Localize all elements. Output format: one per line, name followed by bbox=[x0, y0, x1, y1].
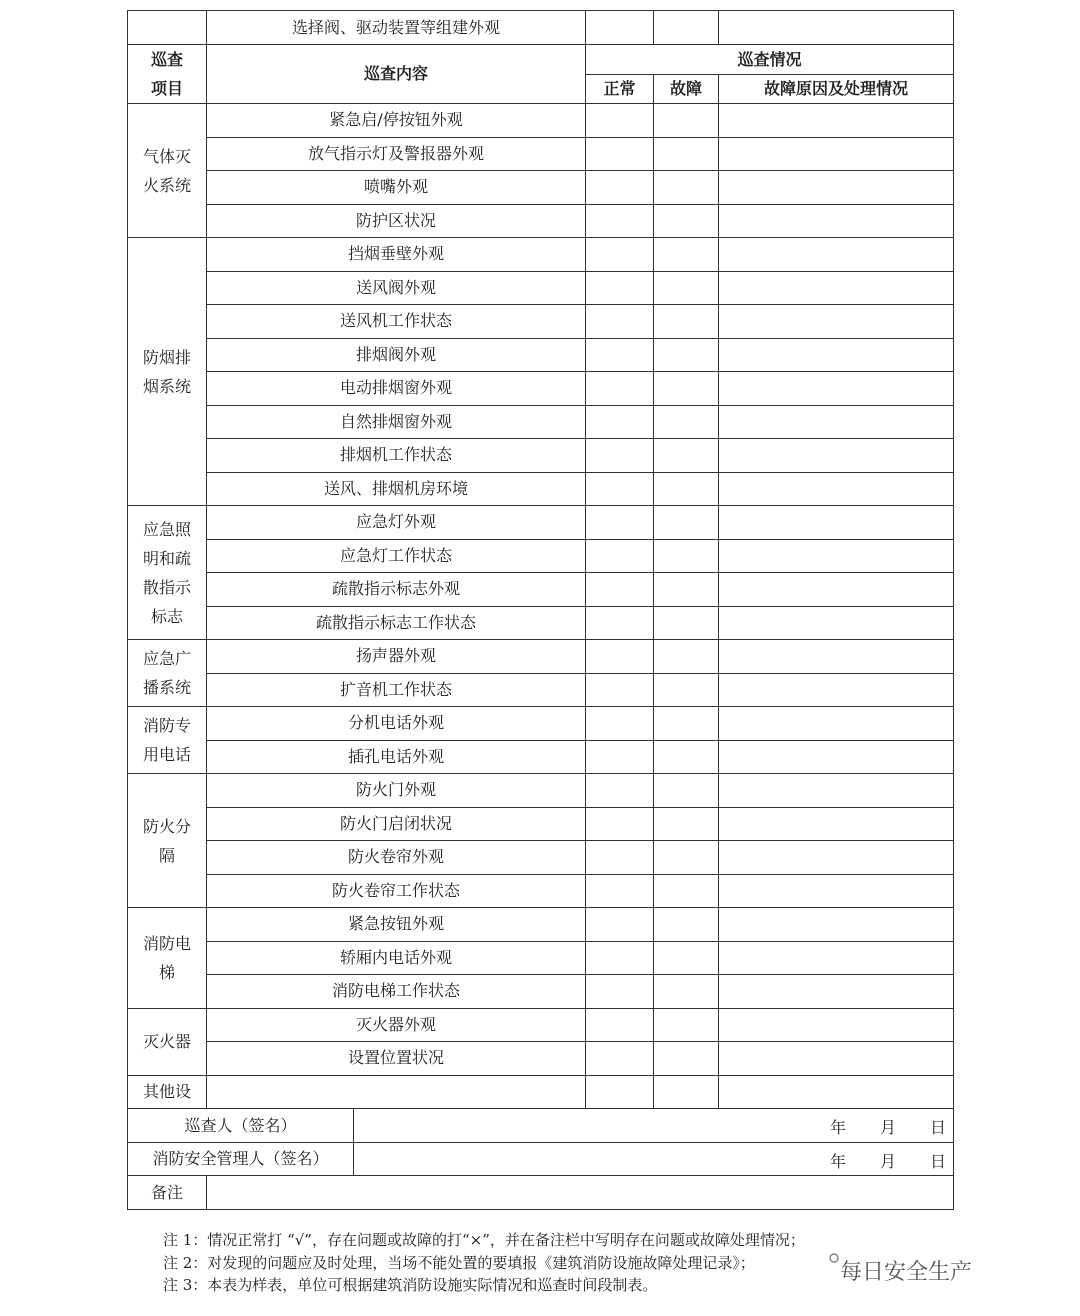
reason-cell[interactable] bbox=[719, 338, 954, 372]
inspection-content: 紧急启/停按钮外观 bbox=[207, 104, 586, 138]
fault-cell[interactable] bbox=[654, 305, 719, 339]
category-line: 气体灭 bbox=[142, 146, 191, 166]
normal-cell[interactable] bbox=[586, 740, 654, 774]
table-row bbox=[128, 740, 954, 774]
inspection-content: 送风阀外观 bbox=[207, 271, 586, 305]
fault-cell[interactable] bbox=[654, 807, 719, 841]
inspection-content: 防火卷帘外观 bbox=[207, 841, 586, 875]
normal-cell[interactable] bbox=[586, 841, 654, 875]
normal-cell[interactable] bbox=[586, 707, 654, 741]
table-row bbox=[128, 573, 954, 607]
normal-cell[interactable] bbox=[586, 573, 654, 607]
fault-cell[interactable] bbox=[654, 774, 719, 808]
inspection-content: 防火卷帘工作状态 bbox=[207, 874, 586, 908]
normal-cell[interactable] bbox=[586, 640, 654, 674]
inspection-content: 电动排烟窗外观 bbox=[207, 372, 586, 406]
table-row bbox=[128, 238, 954, 272]
inspection-content: 灭火器外观 bbox=[207, 1008, 586, 1042]
category-cell bbox=[128, 1075, 207, 1109]
category-line: 应急照 bbox=[142, 519, 191, 539]
reason-cell[interactable] bbox=[719, 975, 954, 1009]
category-cell bbox=[128, 506, 207, 640]
fault-cell[interactable] bbox=[654, 941, 719, 975]
normal-cell[interactable] bbox=[586, 606, 654, 640]
normal-cell[interactable] bbox=[586, 137, 654, 171]
normal-cell[interactable] bbox=[586, 539, 654, 573]
fault-cell[interactable] bbox=[654, 11, 719, 45]
inspection-content: 防护区状况 bbox=[207, 204, 586, 238]
reason-cell[interactable] bbox=[719, 305, 954, 339]
fault-cell[interactable] bbox=[654, 539, 719, 573]
reason-cell[interactable] bbox=[719, 841, 954, 875]
normal-cell[interactable] bbox=[586, 439, 654, 473]
inspection-content: 应急灯外观 bbox=[207, 506, 586, 540]
table-row bbox=[128, 975, 954, 1009]
note-1: 注 1：情况正常打 “√”，存在问题或故障的打“×”，并在备注栏中写明存在问题或故障处理情况； bbox=[163, 1231, 805, 1249]
reason-cell[interactable] bbox=[719, 774, 954, 808]
table-row bbox=[128, 774, 954, 808]
inspection-content: 插孔电话外观 bbox=[207, 740, 586, 774]
inspection-content: 排烟机工作状态 bbox=[207, 439, 586, 473]
inspection-content: 消防电梯工作状态 bbox=[207, 975, 586, 1009]
reason-cell[interactable] bbox=[719, 204, 954, 238]
table-row bbox=[128, 1042, 954, 1076]
inspection-content: 应急灯工作状态 bbox=[207, 539, 586, 573]
table-row bbox=[128, 1008, 954, 1042]
notes bbox=[163, 1229, 805, 1297]
fault-cell[interactable] bbox=[654, 874, 719, 908]
inspection-content: 紧急按钮外观 bbox=[207, 908, 586, 942]
table-row bbox=[128, 640, 954, 674]
category-cell bbox=[128, 774, 207, 908]
day-label: 日 bbox=[930, 1152, 947, 1171]
fault-cell[interactable] bbox=[654, 908, 719, 942]
reason-cell[interactable] bbox=[719, 171, 954, 205]
fault-cell[interactable] bbox=[654, 975, 719, 1009]
reason-cell[interactable] bbox=[719, 673, 954, 707]
table-row bbox=[128, 271, 954, 305]
reason-cell[interactable] bbox=[719, 640, 954, 674]
inspection-content: 设置位置状况 bbox=[207, 1042, 586, 1076]
reason-cell[interactable] bbox=[719, 740, 954, 774]
category-cell bbox=[128, 640, 207, 707]
month-label: 月 bbox=[880, 1118, 897, 1137]
reason-cell[interactable] bbox=[719, 1042, 954, 1076]
normal-cell[interactable] bbox=[586, 673, 654, 707]
category-line: 用电话 bbox=[142, 745, 191, 764]
normal-cell[interactable] bbox=[586, 941, 654, 975]
category-line: 火系统 bbox=[142, 175, 191, 195]
manager-signature-field[interactable] bbox=[354, 1143, 954, 1176]
table-row bbox=[128, 137, 954, 171]
inspection-content bbox=[207, 1075, 586, 1109]
top-row-category bbox=[128, 11, 207, 45]
reason-cell[interactable] bbox=[719, 405, 954, 439]
fault-cell[interactable] bbox=[654, 707, 719, 741]
reason-cell[interactable] bbox=[719, 506, 954, 540]
fault-cell[interactable] bbox=[654, 238, 719, 272]
reason-cell[interactable] bbox=[719, 372, 954, 406]
category-cell bbox=[128, 238, 207, 506]
manager-label: 消防安全管理人（签名） bbox=[128, 1143, 354, 1176]
table-row bbox=[128, 841, 954, 875]
reason-cell[interactable] bbox=[719, 238, 954, 272]
normal-cell[interactable] bbox=[586, 1075, 654, 1109]
normal-cell[interactable] bbox=[586, 238, 654, 272]
fault-cell[interactable] bbox=[654, 439, 719, 473]
fault-cell[interactable] bbox=[654, 640, 719, 674]
fault-cell[interactable] bbox=[654, 204, 719, 238]
category-line: 散指示 bbox=[142, 577, 191, 597]
table-row bbox=[128, 439, 954, 473]
note-3: 注 3：本表为样表，单位可根据建筑消防设施实际情况和巡查时间段制表。 bbox=[163, 1276, 658, 1294]
remarks-row bbox=[128, 1176, 954, 1210]
inspector-signature-field[interactable] bbox=[354, 1109, 954, 1143]
category-line: 其他设 bbox=[142, 1082, 191, 1102]
table-row bbox=[128, 338, 954, 372]
inspection-content: 放气指示灯及警报器外观 bbox=[207, 137, 586, 171]
fault-cell[interactable] bbox=[654, 1042, 719, 1076]
reason-cell[interactable] bbox=[719, 573, 954, 607]
manager-row bbox=[128, 1143, 954, 1176]
normal-cell[interactable] bbox=[586, 1008, 654, 1042]
category-cell bbox=[128, 1008, 207, 1075]
fault-cell[interactable] bbox=[654, 673, 719, 707]
header-reason: 故障原因及处理情况 bbox=[719, 75, 954, 104]
table-row bbox=[128, 506, 954, 540]
table-row bbox=[128, 707, 954, 741]
day-label: 日 bbox=[930, 1118, 947, 1137]
reason-cell[interactable] bbox=[719, 104, 954, 138]
normal-cell[interactable] bbox=[586, 11, 654, 45]
normal-cell[interactable] bbox=[586, 372, 654, 406]
month-label: 月 bbox=[880, 1152, 897, 1171]
header-row-1 bbox=[128, 45, 954, 75]
fault-cell[interactable] bbox=[654, 372, 719, 406]
inspection-content: 挡烟垂壁外观 bbox=[207, 238, 586, 272]
category-line: 梯 bbox=[158, 962, 175, 982]
reason-cell[interactable] bbox=[719, 1075, 954, 1109]
header-content: 巡查内容 bbox=[207, 45, 586, 104]
inspection-content: 自然排烟窗外观 bbox=[207, 405, 586, 439]
normal-cell[interactable] bbox=[586, 1042, 654, 1076]
category-cell bbox=[128, 908, 207, 1009]
header-item bbox=[128, 45, 207, 104]
watermark: 每日安全生产 bbox=[840, 1260, 973, 1285]
normal-cell[interactable] bbox=[586, 472, 654, 506]
category-line: 灭火器 bbox=[142, 1032, 191, 1051]
table-row bbox=[128, 807, 954, 841]
normal-cell[interactable] bbox=[586, 405, 654, 439]
table-row bbox=[128, 941, 954, 975]
normal-cell[interactable] bbox=[586, 171, 654, 205]
fault-cell[interactable] bbox=[654, 171, 719, 205]
note-2: 注 2：对发现的问题应及时处理，当场不能处置的要填报《建筑消防设施故障处理记录》； bbox=[163, 1253, 755, 1272]
top-row bbox=[128, 11, 954, 45]
fault-cell[interactable] bbox=[654, 841, 719, 875]
inspection-content: 疏散指示标志外观 bbox=[207, 573, 586, 607]
inspection-content: 送风机工作状态 bbox=[207, 305, 586, 339]
fault-cell[interactable] bbox=[654, 137, 719, 171]
normal-cell[interactable] bbox=[586, 908, 654, 942]
category-line: 播系统 bbox=[142, 678, 191, 697]
fault-cell[interactable] bbox=[654, 271, 719, 305]
table-row bbox=[128, 204, 954, 238]
fault-cell[interactable] bbox=[654, 740, 719, 774]
fault-cell[interactable] bbox=[654, 405, 719, 439]
category-cell bbox=[128, 104, 207, 238]
category-line: 烟系统 bbox=[142, 376, 191, 396]
table-row bbox=[128, 305, 954, 339]
fault-cell[interactable] bbox=[654, 573, 719, 607]
reason-cell[interactable] bbox=[719, 11, 954, 45]
category-line: 标志 bbox=[150, 606, 183, 626]
category-line: 消防电 bbox=[142, 933, 191, 953]
reason-cell[interactable] bbox=[719, 908, 954, 942]
table-row bbox=[128, 405, 954, 439]
fault-cell[interactable] bbox=[654, 606, 719, 640]
reason-cell[interactable] bbox=[719, 1008, 954, 1042]
wechat-logo-icon bbox=[828, 1252, 840, 1264]
inspector-label: 巡查人（签名） bbox=[128, 1109, 354, 1143]
reason-cell[interactable] bbox=[719, 137, 954, 171]
category-line: 防烟排 bbox=[142, 347, 191, 367]
normal-cell[interactable] bbox=[586, 204, 654, 238]
table-row bbox=[128, 874, 954, 908]
inspection-content: 防火门外观 bbox=[207, 774, 586, 808]
inspection-content: 喷嘴外观 bbox=[207, 171, 586, 205]
normal-cell[interactable] bbox=[586, 104, 654, 138]
inspection-content: 防火门启闭状况 bbox=[207, 807, 586, 841]
header-fault: 故障 bbox=[654, 75, 719, 104]
table-row bbox=[128, 539, 954, 573]
header-status-group: 巡查情况 bbox=[586, 45, 954, 75]
normal-cell[interactable] bbox=[586, 506, 654, 540]
remarks-field[interactable] bbox=[207, 1176, 954, 1210]
fault-cell[interactable] bbox=[654, 338, 719, 372]
normal-cell[interactable] bbox=[586, 807, 654, 841]
category-line: 应急广 bbox=[142, 649, 191, 668]
normal-cell[interactable] bbox=[586, 271, 654, 305]
year-label: 年 bbox=[830, 1118, 847, 1137]
table-row bbox=[128, 606, 954, 640]
reason-cell[interactable] bbox=[719, 439, 954, 473]
category-line: 隔 bbox=[158, 845, 175, 865]
inspector-row bbox=[128, 1109, 954, 1143]
inspection-content: 扬声器外观 bbox=[207, 640, 586, 674]
category-line: 明和疏 bbox=[142, 548, 191, 568]
normal-cell[interactable] bbox=[586, 338, 654, 372]
table-row bbox=[128, 673, 954, 707]
inspection-content: 送风、排烟机房环境 bbox=[207, 472, 586, 506]
reason-cell[interactable] bbox=[719, 539, 954, 573]
category-cell bbox=[128, 707, 207, 774]
inspection-content: 疏散指示标志工作状态 bbox=[207, 606, 586, 640]
normal-cell[interactable] bbox=[586, 774, 654, 808]
category-line: 防火分 bbox=[142, 816, 191, 836]
reason-cell[interactable] bbox=[719, 472, 954, 506]
inspection-content: 扩音机工作状态 bbox=[207, 673, 586, 707]
inspection-content: 轿厢内电话外观 bbox=[207, 941, 586, 975]
header-item-line2: 项目 bbox=[150, 79, 183, 98]
top-row-content: 选择阀、驱动装置等组建外观 bbox=[207, 11, 586, 45]
normal-cell[interactable] bbox=[586, 975, 654, 1009]
table-row bbox=[128, 1075, 954, 1109]
normal-cell[interactable] bbox=[586, 305, 654, 339]
fault-cell[interactable] bbox=[654, 506, 719, 540]
reason-cell[interactable] bbox=[719, 874, 954, 908]
inspection-table bbox=[127, 10, 954, 1210]
table-row bbox=[128, 908, 954, 942]
normal-cell[interactable] bbox=[586, 874, 654, 908]
table-row bbox=[128, 372, 954, 406]
remarks-label: 备注 bbox=[128, 1176, 207, 1210]
table-row bbox=[128, 171, 954, 205]
reason-cell[interactable] bbox=[719, 707, 954, 741]
year-label: 年 bbox=[830, 1152, 847, 1171]
reason-cell[interactable] bbox=[719, 941, 954, 975]
table-row bbox=[128, 472, 954, 506]
fault-cell[interactable] bbox=[654, 1075, 719, 1109]
reason-cell[interactable] bbox=[719, 606, 954, 640]
reason-cell[interactable] bbox=[719, 271, 954, 305]
header-normal: 正常 bbox=[586, 75, 654, 104]
fault-cell[interactable] bbox=[654, 472, 719, 506]
fault-cell[interactable] bbox=[654, 104, 719, 138]
header-item-line1: 巡查 bbox=[150, 50, 183, 69]
fault-cell[interactable] bbox=[654, 1008, 719, 1042]
inspection-content: 分机电话外观 bbox=[207, 707, 586, 741]
table-row bbox=[128, 104, 954, 138]
inspection-content: 排烟阀外观 bbox=[207, 338, 586, 372]
category-line: 消防专 bbox=[142, 716, 191, 735]
reason-cell[interactable] bbox=[719, 807, 954, 841]
